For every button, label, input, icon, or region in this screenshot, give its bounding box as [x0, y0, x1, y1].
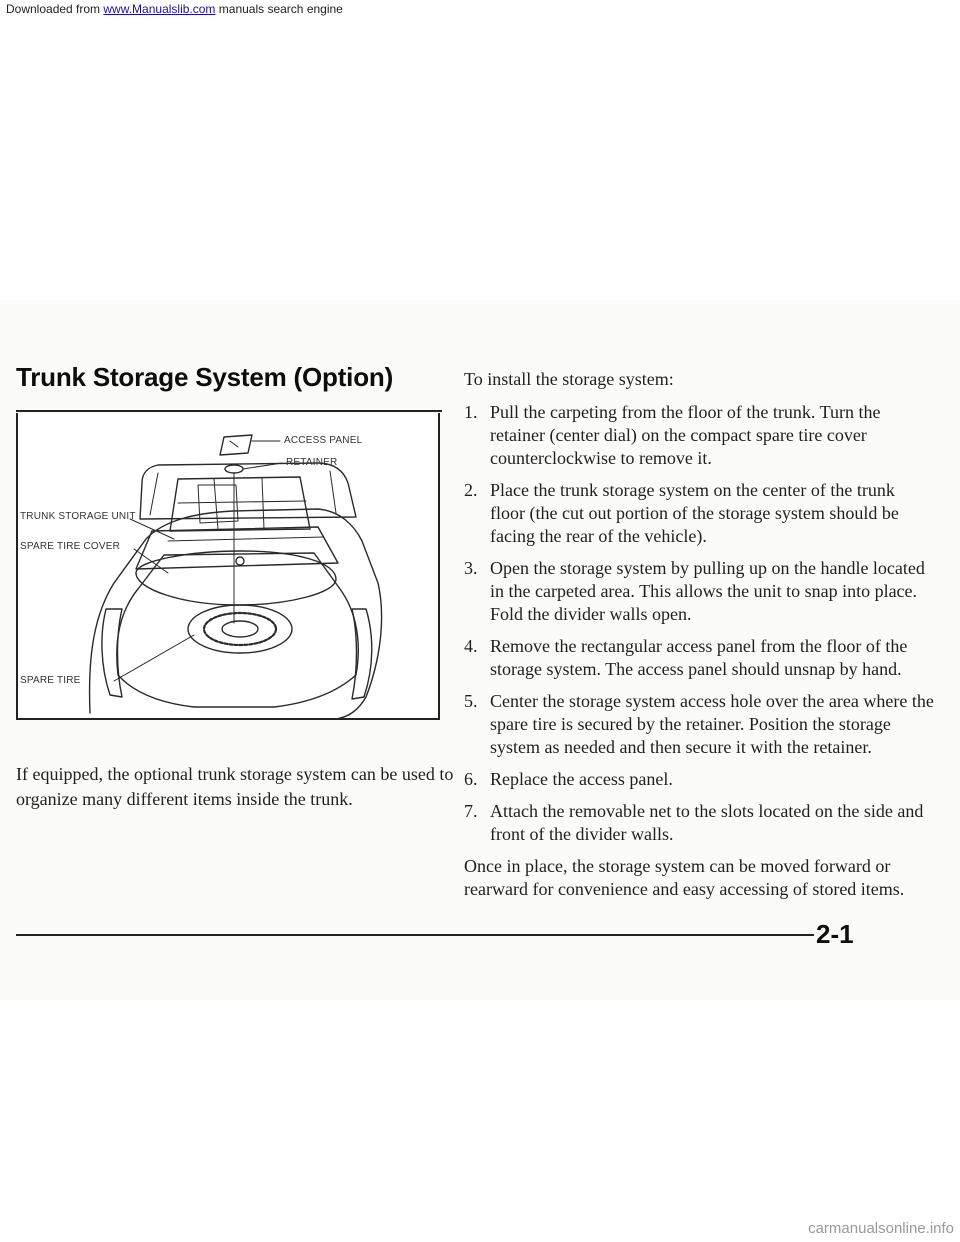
callout-spare-tire-cover: SPARE TIRE COVER — [20, 541, 121, 552]
watermark: carmanualsonline.info — [808, 1220, 954, 1237]
step-text: Center the storage system access hole over the area where the spare tire is secured by the retainer. Position the storage system as needed and then secure it with the retainer. — [490, 691, 934, 757]
download-banner — [6, 2, 343, 16]
step-1 — [464, 401, 934, 470]
callout-spare-tire: SPARE TIRE — [20, 675, 81, 686]
step-3 — [464, 557, 934, 626]
callout-trunk-storage-unit: TRUNK STORAGE UNIT — [20, 511, 136, 522]
step-number: 7. — [464, 801, 478, 821]
installation-instructions — [464, 368, 934, 901]
manualslib-link[interactable]: www.Manualslib.com — [103, 2, 216, 16]
step-number: 1. — [464, 402, 478, 422]
step-text: Replace the access panel. — [490, 769, 673, 789]
step-text: Open the storage system by pulling up on the handle located in the carpeted area. This allows the unit to snap into place. Fold the divider walls open. — [490, 558, 925, 624]
step-text: Place the trunk storage system on the center of the trunk floor (the cut out portion of the storage system should be facing the rear of the vehicle). — [490, 480, 899, 546]
step-6 — [464, 768, 934, 791]
step-number: 2. — [464, 480, 478, 500]
step-number: 4. — [464, 636, 478, 656]
callout-retainer: RETAINER — [286, 457, 338, 468]
step-2 — [464, 479, 934, 548]
trunk-opening — [117, 553, 358, 707]
steps-list — [464, 401, 934, 846]
step-5 — [464, 690, 934, 759]
section-title: Trunk Storage System (Option) — [16, 362, 394, 392]
step-text: Pull the carpeting from the floor of the trunk. Turn the retainer (center dial) on the compact spare tire cover counterclockwise to remove it. — [490, 402, 881, 468]
step-number: 6. — [464, 769, 478, 789]
closing-paragraph: Once in place, the storage system can be moved forward or rearward for convenience and easy accessing of stored items. — [464, 856, 905, 899]
step-7 — [464, 800, 934, 846]
step-text: Attach the removable net to the slots located on the side and front of the divider walls. — [490, 801, 924, 844]
taillight-left — [102, 609, 122, 697]
banner-suffix: manuals search engine — [215, 2, 343, 16]
storage-unit-box — [170, 477, 310, 531]
figure-caption: If equipped, the optional trunk storage system can be used to organize many different items inside the trunk. — [16, 764, 454, 809]
retainer — [225, 465, 243, 473]
step-text: Remove the rectangular access panel from the floor of the storage system. The access panel should unsnap by hand. — [490, 636, 908, 679]
trunk-drawing — [18, 413, 442, 720]
leader-trunk-storage-unit — [130, 519, 174, 539]
taillight-right — [352, 609, 372, 699]
instructions-intro: To install the storage system: — [464, 369, 674, 389]
footer-rule — [16, 934, 814, 936]
step-4 — [464, 635, 934, 681]
page-number: 2-1 — [816, 919, 854, 949]
callout-access-panel: ACCESS PANEL — [284, 435, 363, 446]
step-number: 5. — [464, 691, 478, 711]
step-number: 3. — [464, 558, 478, 578]
title-rule — [16, 410, 442, 412]
trunk-illustration — [16, 413, 440, 720]
banner-prefix: Downloaded from — [6, 2, 104, 16]
leader-spare-tire — [114, 635, 194, 681]
